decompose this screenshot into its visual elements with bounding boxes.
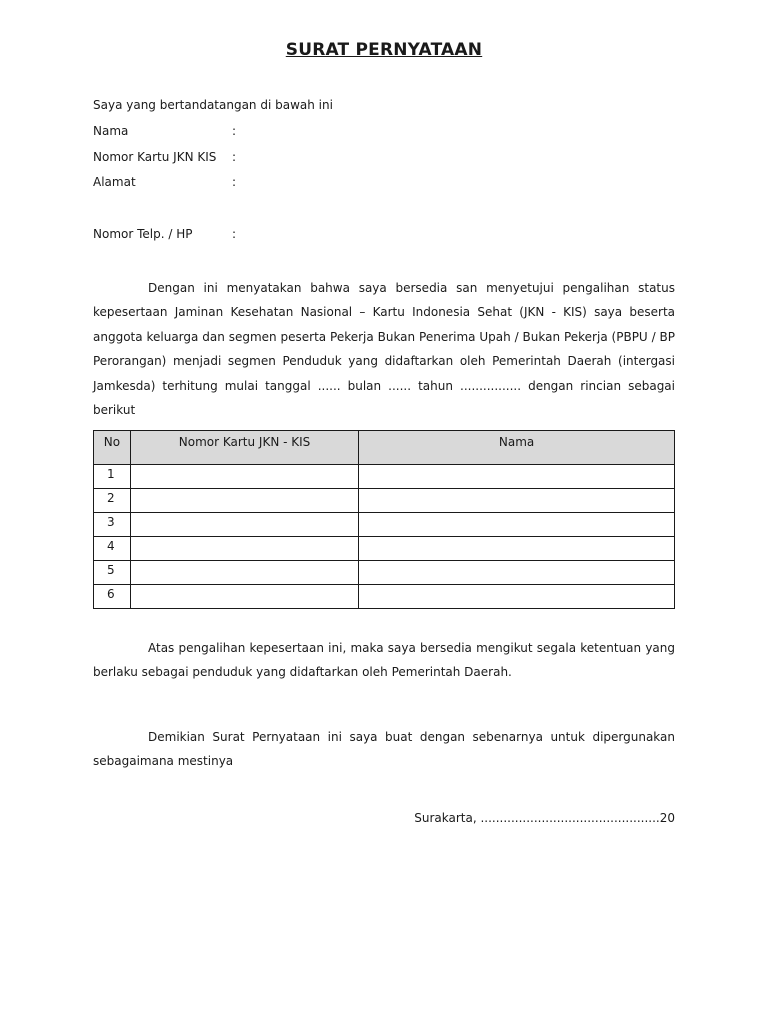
table-row — [94, 513, 675, 537]
field-label: Alamat — [93, 175, 136, 189]
field-colon: : — [232, 150, 237, 164]
row-nama-cell — [359, 585, 675, 609]
row-nama-cell — [359, 465, 675, 489]
row-kartu-cell — [130, 513, 358, 537]
row-nama-cell — [359, 513, 675, 537]
table-row — [94, 465, 675, 489]
row-no: 1 — [94, 465, 131, 489]
row-no: 4 — [94, 537, 131, 561]
row-nama-cell — [359, 489, 675, 513]
table-row — [94, 561, 675, 585]
row-nama-cell — [359, 537, 675, 561]
field-label: Nomor Telp. / HP — [93, 227, 193, 241]
table-row — [94, 537, 675, 561]
agreement-paragraph: Atas pengalihan kepesertaan ini, maka saya bersedia mengikut segala ketentuan yang berlaku sebagai penduduk yang didaftarkan oleh Pemerintah Daerah. — [93, 641, 675, 679]
row-kartu-cell — [130, 585, 358, 609]
field-nomor-kartu — [93, 150, 653, 166]
header-nomor-kartu: Nomor Kartu JKN - KIS — [130, 431, 358, 465]
intro-text: Saya yang bertandatangan di bawah ini — [93, 98, 333, 112]
header-nama: Nama — [359, 431, 675, 465]
field-colon: : — [232, 227, 237, 241]
field-telp — [93, 227, 653, 243]
field-nama — [93, 124, 653, 140]
field-label: Nama — [93, 124, 129, 138]
field-label: Nomor Kartu JKN KIS — [93, 150, 217, 164]
row-kartu-cell — [130, 465, 358, 489]
row-no: 2 — [94, 489, 131, 513]
row-no: 6 — [94, 585, 131, 609]
row-kartu-cell — [130, 537, 358, 561]
member-table — [93, 430, 675, 609]
place-date-line: Surakarta, ...............................................20 — [414, 811, 675, 825]
row-nama-cell — [359, 561, 675, 585]
statement-paragraph: Dengan ini menyatakan bahwa saya bersedia san menyetujui pengalihan status kepesertaan Jaminan Kesehatan Nasional – Kartu Indonesia Sehat (JKN - KIS) saya beserta anggota keluarga dan segmen peserta Pekerja Bukan Penerima Upah / Bukan Pekerja (PBPU / BP Perorangan) menjadi segmen Penduduk yang didaftarkan oleh Pemerintah Daerah (intergasi Jamkesda) terhitung mulai tanggal ...... bulan ...... tahun ................ dengan rincian sebagai berikut — [93, 281, 675, 418]
row-no: 3 — [94, 513, 131, 537]
field-alamat — [93, 175, 653, 191]
document-title: SURAT PERNYATAAN — [285, 40, 483, 60]
row-kartu-cell — [130, 561, 358, 585]
table-row — [94, 585, 675, 609]
table-header-row — [94, 431, 675, 465]
field-colon: : — [232, 124, 237, 138]
header-no: No — [94, 431, 131, 465]
row-kartu-cell — [130, 489, 358, 513]
closing-paragraph: Demikian Surat Pernyataan ini saya buat dengan sebenarnya untuk dipergunakan sebagaimana mestinya — [93, 730, 675, 768]
table-row — [94, 489, 675, 513]
field-colon: : — [232, 175, 237, 189]
row-no: 5 — [94, 561, 131, 585]
